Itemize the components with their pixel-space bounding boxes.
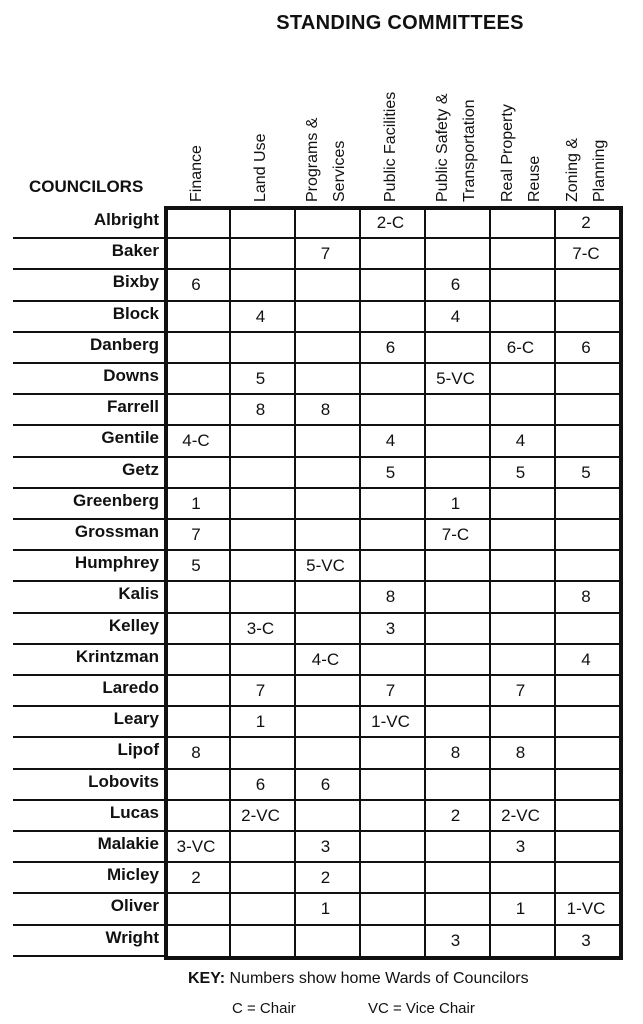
ward-cell: 1: [191, 493, 201, 513]
ward-cell: 3: [515, 837, 526, 856]
ward-cell: 7: [385, 681, 396, 700]
councilor-name: Wright: [105, 927, 159, 947]
councilor-name: Greenberg: [73, 490, 159, 510]
row-divider: [13, 924, 619, 926]
committee-header: [559, 138, 613, 202]
row-divider: [13, 300, 619, 302]
row-divider: [13, 830, 619, 832]
ward-cell: 4-C: [182, 431, 210, 451]
councilor-name: Block: [112, 303, 159, 323]
committee-header: [247, 134, 274, 203]
committee-header: [183, 145, 210, 202]
committee-table: [164, 206, 623, 960]
ward-cell: 1: [255, 712, 266, 732]
councilor-name: Grossman: [74, 522, 159, 541]
row-divider: [13, 861, 619, 863]
ward-cell: 4: [515, 431, 526, 451]
row-divider: [13, 362, 619, 364]
ward-cell: 6-C: [506, 337, 535, 357]
councilor-name: Farrell: [107, 397, 159, 417]
row-divider: [13, 955, 168, 957]
ward-cell: 5: [581, 462, 591, 482]
councilor-name: Micley: [107, 865, 159, 885]
ward-cell: 4: [450, 306, 461, 326]
column-divider: [554, 210, 556, 956]
ward-cell: 2: [191, 868, 201, 888]
ward-cell: 2: [581, 213, 591, 232]
councilor-name: Humphrey: [74, 553, 159, 573]
ward-cell: 6: [385, 337, 396, 357]
row-divider: [13, 518, 619, 520]
ward-cell: 4: [255, 306, 266, 326]
ward-cell: 6: [191, 275, 201, 295]
councilor-name: Downs: [103, 366, 159, 385]
committee-header-line: Real Property: [498, 104, 516, 202]
row-divider: [13, 424, 619, 426]
ward-cell: 1: [320, 899, 331, 919]
councilor-name: Lipof: [117, 740, 159, 760]
committee-header-line: Finance: [187, 145, 205, 202]
ward-cell: 1-VC: [566, 899, 606, 919]
ward-cell: 5: [191, 556, 201, 576]
ward-cell: 1: [450, 493, 461, 513]
ward-cell: 8: [255, 400, 266, 420]
ward-cell: 2-C: [376, 213, 405, 232]
councilor-name: Malakie: [97, 834, 159, 853]
ward-cell: 7: [191, 525, 201, 544]
ward-cell: 3-VC: [176, 837, 216, 856]
councilors-header: COUNCILORS: [29, 177, 144, 196]
committee-header-line: Services: [330, 140, 348, 202]
committee-header-line: Land Use: [252, 133, 269, 202]
councilor-name: Kalis: [118, 584, 159, 604]
councilor-name: Krintzman: [75, 646, 159, 666]
key-vice-chair: VC = Vice Chair: [368, 1000, 475, 1017]
ward-cell: 7: [515, 681, 526, 700]
ward-cell: 1-VC: [371, 712, 410, 732]
ward-cell: 2: [450, 805, 461, 825]
ward-cell: 7-C: [572, 244, 600, 264]
councilor-name: Danberg: [90, 334, 159, 354]
ward-cell: 1: [515, 899, 526, 919]
councilor-name: Bixby: [112, 272, 159, 292]
key-label: KEY:: [188, 970, 226, 987]
ward-cell: 8: [191, 743, 201, 763]
ward-cell: 8: [320, 400, 331, 420]
councilor-name: Albright: [93, 210, 159, 229]
councilor-name: Baker: [111, 241, 159, 261]
row-divider: [13, 768, 619, 770]
row-divider: [13, 393, 619, 395]
row-divider: [13, 331, 619, 333]
ward-cell: 6: [450, 275, 461, 295]
ward-cell: 5-VC: [306, 556, 345, 576]
ward-cell: 8: [515, 743, 526, 763]
committee-header: [494, 104, 548, 202]
page-title: STANDING COMMITTEES: [276, 12, 524, 34]
key-chair: C = Chair: [232, 1000, 296, 1017]
councilor-name: Leary: [113, 709, 159, 729]
ward-cell: 3: [581, 930, 591, 950]
row-divider: [13, 237, 619, 239]
row-divider: [13, 487, 619, 489]
councilor-name: Getz: [122, 459, 159, 479]
ward-cell: 3-C: [246, 618, 275, 638]
ward-cell: 4: [385, 431, 396, 451]
ward-cell: 5: [385, 462, 396, 482]
ward-cell: 3: [450, 930, 461, 950]
committee-header: [299, 118, 353, 202]
ward-cell: 4-C: [311, 649, 340, 669]
councilor-name: Lucas: [109, 802, 159, 822]
row-divider: [13, 268, 619, 270]
ward-cell: 3: [320, 837, 331, 856]
ward-cell: 5-VC: [436, 369, 475, 388]
key-text: Numbers show home Wards of Councilors: [229, 970, 529, 987]
committee-header-line: Reuse: [525, 155, 543, 202]
ward-cell: 6: [255, 774, 266, 794]
councilor-name: Laredo: [102, 678, 159, 697]
key-line: [188, 970, 529, 988]
committee-header-line: Public Facilities: [382, 91, 399, 202]
row-divider: [13, 580, 619, 582]
ward-cell: 2: [320, 868, 331, 888]
councilor-name: Gentile: [101, 428, 159, 448]
ward-cell: 6: [581, 337, 591, 357]
ward-cell: 5: [255, 369, 266, 388]
row-divider: [13, 705, 619, 707]
row-divider: [13, 612, 619, 614]
committee-header: [429, 94, 483, 203]
ward-cell: 2-VC: [241, 805, 280, 825]
committee-header: [377, 92, 404, 202]
ward-cell: 2-VC: [501, 805, 540, 825]
ward-cell: 8: [385, 587, 396, 607]
row-divider: [13, 643, 619, 645]
ward-cell: 7: [255, 681, 266, 700]
committee-header-line: Planning: [591, 139, 608, 202]
ward-cell: 4: [581, 649, 591, 669]
committee-header-line: Programs &: [303, 117, 321, 202]
row-divider: [13, 892, 619, 894]
column-divider: [359, 210, 361, 956]
ward-cell: 8: [581, 587, 591, 607]
councilor-name: Oliver: [110, 896, 159, 916]
ward-cell: 8: [450, 743, 461, 763]
committee-header-line: Transportation: [460, 99, 478, 202]
ward-cell: 5: [515, 462, 526, 482]
councilor-name: Kelley: [108, 615, 159, 635]
ward-cell: 7-C: [441, 525, 470, 544]
row-divider: [13, 456, 619, 458]
councilor-name: Lobovits: [88, 771, 159, 791]
committee-header-line: Public Safety &: [433, 93, 451, 202]
ward-cell: 6: [320, 774, 331, 794]
committee-header-line: Zoning &: [564, 137, 581, 202]
row-divider: [13, 674, 619, 676]
row-divider: [13, 736, 619, 738]
row-divider: [13, 549, 619, 551]
ward-cell: 3: [385, 618, 396, 638]
ward-cell: 7: [320, 244, 331, 264]
row-divider: [13, 799, 619, 801]
